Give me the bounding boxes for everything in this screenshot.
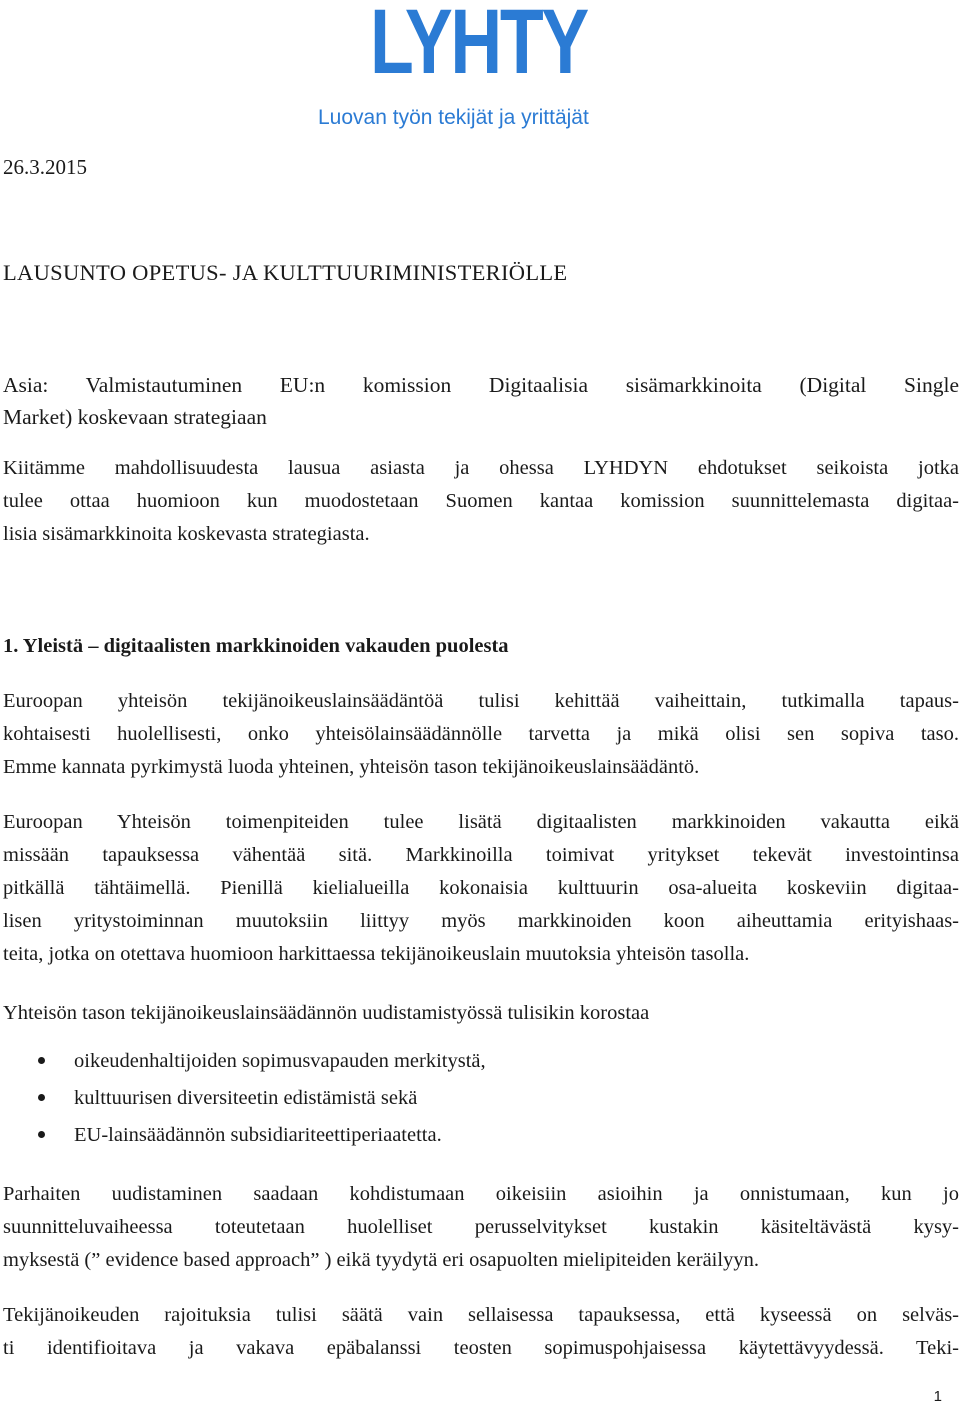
paragraph-line: suunnitteluvaiheessa toteutetaan huolelliset perusselvitykset kustakin käsiteltävästä kysy- [3,1216,959,1238]
subject-line: Asia: Valmistautuminen EU:n komission Digitaalisia sisämarkkinoita (Digital Single [3,373,959,397]
page-number: 1 [933,1388,942,1405]
bullet-icon [38,1057,45,1064]
paragraph-line: ti identifioitava ja vakava epäbalanssi teosten sopimuspohjaisessa käytettävyydessä. Teki- [3,1337,959,1359]
document-date: 26.3.2015 [3,155,87,179]
bullet-icon [38,1094,45,1101]
paragraph-line: kohtaisesti huolellisesti, onko yhteisölainsäädännölle tarvetta ja mikä olisi sen sopiva taso. [3,723,959,745]
paragraph-1 [3,685,959,784]
subject-line: Market) koskevaan strategiaan [3,405,267,429]
paragraph-line: Euroopan Yhteisön toimenpiteiden tulee lisätä digitaalisten markkinoiden vakautta eikä [3,811,959,833]
list-item-text: EU-lainsäädännön subsidiariteettiperiaatetta. [74,1124,442,1146]
paragraph-line: Parhaiten uudistaminen saadaan kohdistumaan oikeisiin asioihin ja onnistumaan, kun jo [3,1183,959,1205]
paragraph-line: lisen yritystoiminnan muutoksiin liittyy myös markkinoiden koon aiheuttamia erityishaas- [3,910,959,932]
bullet-icon [38,1131,45,1138]
logo-tagline: Luovan työn tekijät ja yrittäjät [318,106,589,129]
intro-line: lisia sisämarkkinoita koskevasta strategiasta. [3,523,370,545]
list-item [0,1049,960,1086]
paragraph-line: teita, jotka on otettava huomioon harkittaessa tekijänoikeuslain muutoksia yhteisön tasolla. [3,943,750,965]
paragraph-line: missään tapauksessa vähentää sitä. Markkinoilla toimivat yritykset tekevät investointinsa [3,844,959,866]
paragraph-2 [3,806,959,971]
document-heading: LAUSUNTO OPETUS- JA KULTTUURIMINISTERIÖLLE [3,260,568,285]
intro-line: Kiitämme mahdollisuudesta lausua asiasta ja ohessa LYHDYN ehdotukset seikoista jotka [3,457,959,479]
list-item [0,1086,960,1123]
paragraph-line: Emme kannata pyrkimystä luoda yhteinen, yhteisön tason tekijänoikeuslainsäädäntö. [3,756,700,778]
list-item-text: oikeudenhaltijoiden sopimusvapauden merkitystä, [74,1050,486,1072]
paragraph-line: pitkällä tähtäimellä. Pienillä kielialueilla kokonaisia kulttuurin osa-alueita koskeviin digitaa- [3,877,959,899]
list-item-text: kulttuurisen diversiteetin edistämistä sekä [74,1087,418,1109]
paragraph-line: Euroopan yhteisön tekijänoikeuslainsäädäntöä tulisi kehittää vaiheittain, tutkimalla tapaus- [3,690,959,712]
list-item [0,1123,960,1160]
paragraph-line: myksestä (” evidence based approach” ) eikä tyydytä eri osapuolten mielipiteiden keräilyyn. [3,1249,759,1271]
paragraph-3: Yhteisön tason tekijänoikeuslainsäädännön uudistamistyössä tulisikin korostaa [3,1002,650,1024]
paragraph-line: Tekijänoikeuden rajoituksia tulisi säätä vain sellaisessa tapauksessa, että kyseessä on selväs- [3,1304,959,1326]
intro-line: tulee ottaa huomioon kun muodostetaan Suomen kantaa komission suunnittelemasta digitaa- [3,490,959,512]
section-1-title: 1. Yleistä – digitaalisten markkinoiden vakauden puolesta [3,635,509,657]
bullet-list [0,1049,960,1160]
intro-paragraph [3,452,959,551]
lyhty-logo: LYHTY [370,0,587,93]
paragraph-5 [3,1299,959,1365]
paragraph-4 [3,1178,959,1277]
subject-paragraph [3,369,959,433]
